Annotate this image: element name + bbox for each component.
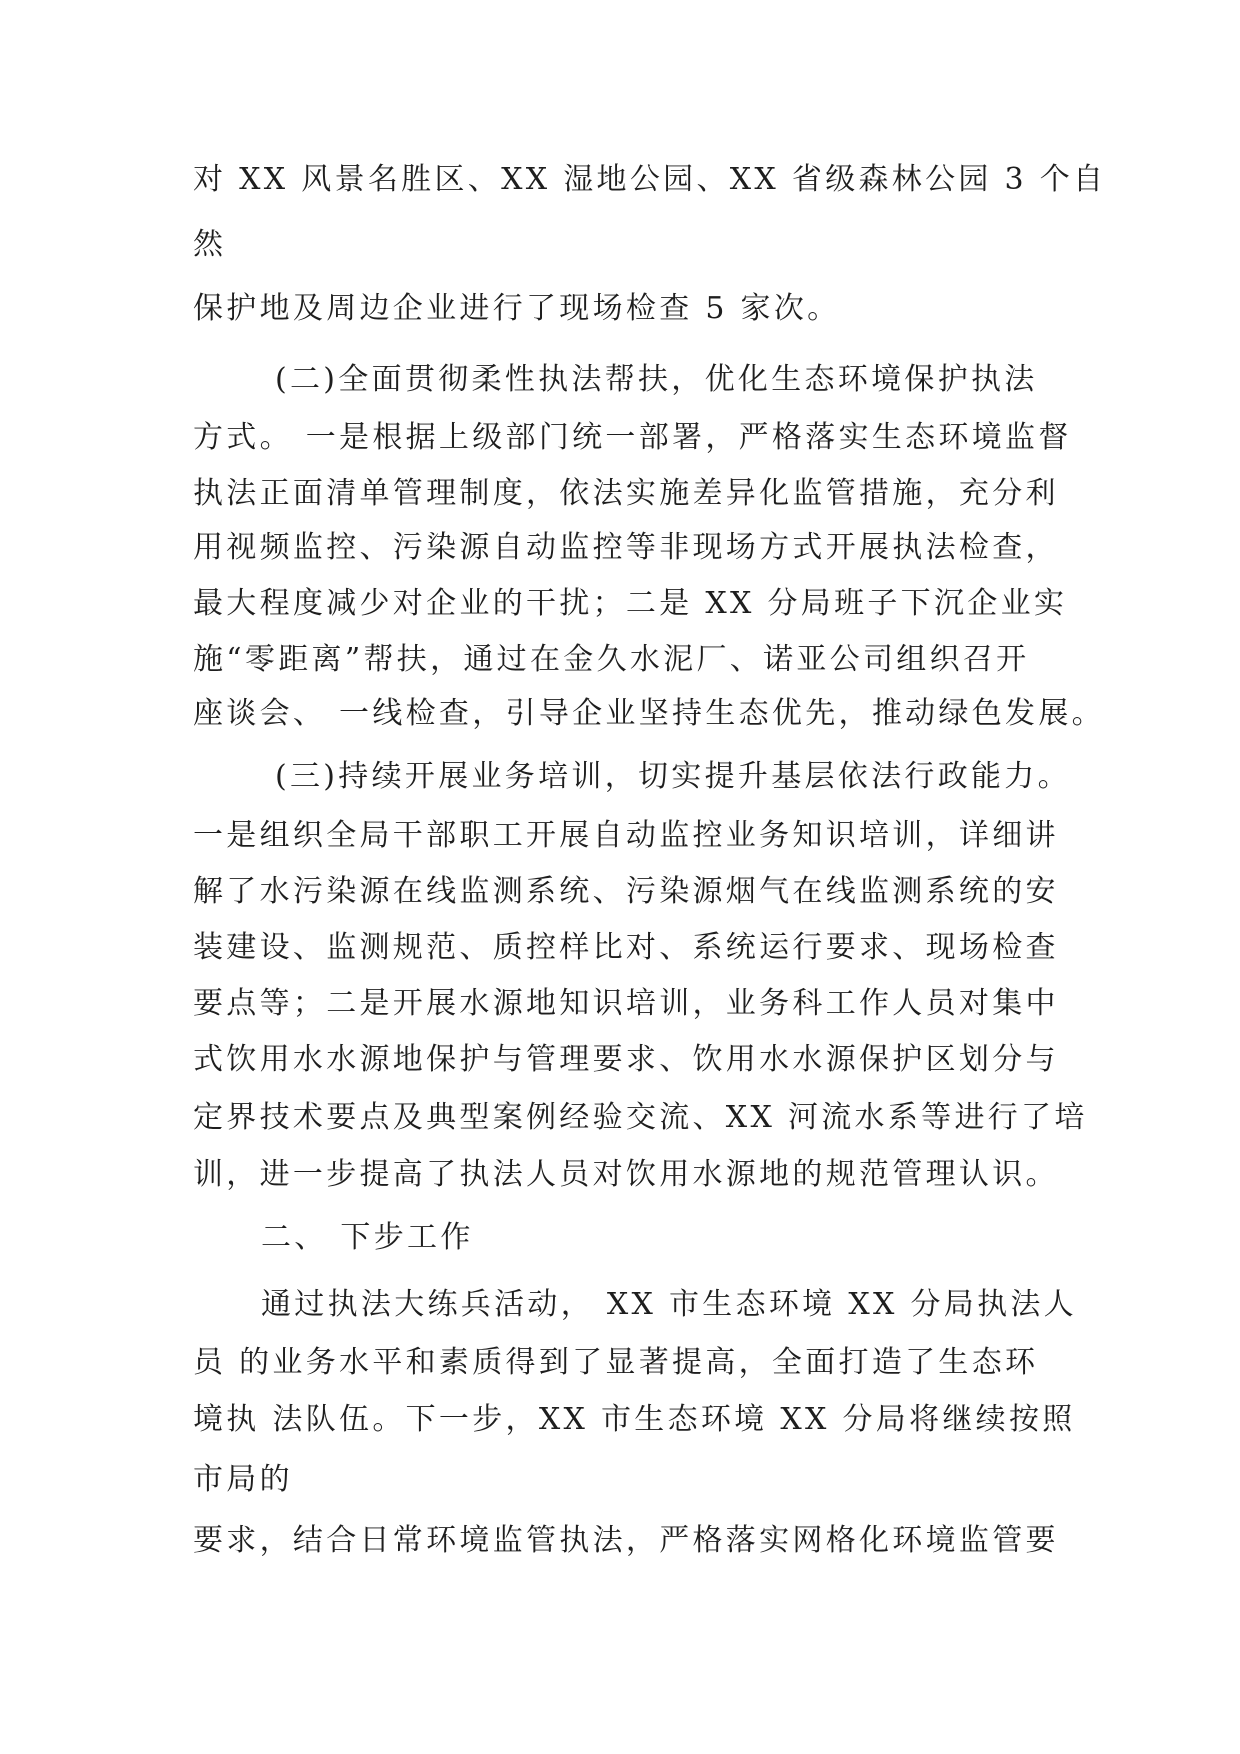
text-line: 要求，结合日常环境监管执法，严格落实网格化环境监管要 bbox=[193, 1523, 1059, 1558]
text-line: 要点等；二是开展水源地知识培训，业务科工作人员对集中 bbox=[193, 986, 1059, 1021]
text-line: 保护地及周边企业进行了现场检查 5 家次。 bbox=[193, 291, 841, 326]
text-line: 员 的业务水平和素质得到了显著提高，全面打造了生态环 bbox=[193, 1345, 1039, 1380]
text-line: 一是组织全局干部职工开展自动监控业务知识培训，详细讲 bbox=[193, 818, 1059, 853]
text-line: 施“零距离”帮扶，通过在金久水泥厂、诺亚公司组织召开 bbox=[193, 642, 1030, 677]
text-line: 对 XX 风景名胜区、XX 湿地公园、XX 省级森林公园 3 个自 bbox=[193, 162, 1107, 197]
text-line: 境执 法队伍。下一步，XX 市生态环境 XX 分局将继续按照 bbox=[193, 1402, 1076, 1437]
text-line: 解了水污染源在线监测系统、污染源烟气在线监测系统的安 bbox=[193, 874, 1059, 909]
text-line: 式饮用水水源地保护与管理要求、饮用水水源保护区划分与 bbox=[193, 1042, 1059, 1077]
text-line: (三)持续开展业务培训，切实提升基层依法行政能力。 bbox=[275, 759, 1071, 794]
text-line: 用视频监控、污染源自动监控等非现场方式开展执法检查， bbox=[193, 530, 1059, 565]
text-line: 市局的 bbox=[193, 1462, 293, 1497]
text-line: 座谈会、 一线检查，引导企业坚持生态优先，推动绿色发展。 bbox=[193, 696, 1105, 731]
text-line: 执法正面清单管理制度，依法实施差异化监管措施，充分利 bbox=[193, 476, 1059, 511]
text-line: 最大程度减少对企业的干扰；二是 XX 分局班子下沉企业实 bbox=[193, 586, 1068, 621]
text-line: 方式。 一是根据上级部门统一部署，严格落实生态环境监督 bbox=[193, 420, 1072, 455]
text-line: 通过执法大练兵活动， XX 市生态环境 XX 分局执法人 bbox=[261, 1287, 1077, 1322]
text-line: 然 bbox=[193, 227, 227, 262]
text-line: 装建设、监测规范、质控样比对、系统运行要求、现场检查 bbox=[193, 930, 1059, 965]
text-line: 定界技术要点及典型案例经验交流、XX 河流水系等进行了培 bbox=[193, 1100, 1088, 1135]
text-line: (二)全面贯彻柔性执法帮扶，优化生态环境保护执法 bbox=[275, 362, 1038, 397]
section-heading: 二、 下步工作 bbox=[261, 1220, 474, 1255]
text-line: 训，进一步提高了执法人员对饮用水源地的规范管理认识。 bbox=[193, 1157, 1059, 1192]
